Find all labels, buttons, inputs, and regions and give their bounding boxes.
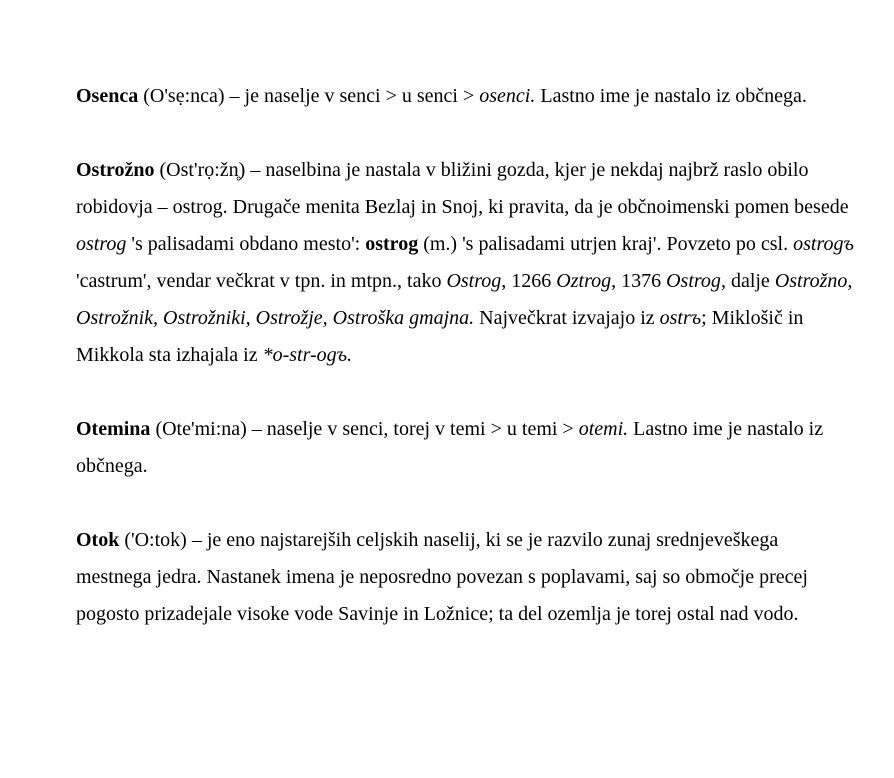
text-run-italic: ostrog — [76, 233, 127, 255]
entry-ostrozno — [76, 152, 858, 374]
text-run-normal: ('O:tok) – je eno najstarejših celjskih naselij, ki se je razvilo zunaj srednjeveškega mestnega jedra. Nastanek imena je neposredno povezan s poplavami, saj so območje precej pogosto prizadejale visoke vode Savinje in Ložnice; ta del ozemlja je torej ostal nad vodo. — [76, 529, 808, 625]
text-run-normal: Največkrat izvajajo iz — [474, 307, 660, 329]
text-run-normal: ; Miklošič in Mikkola sta izhajala iz — [76, 307, 804, 366]
text-run-bold: Osenca — [76, 85, 139, 107]
text-run-bold: Otemina — [76, 418, 151, 440]
text-run-normal: (Ost'rọ:žn̥) – naselbina je nastala v bližini gozda, kjer je nekdaj najbrž raslo obilo robidovja – ostrog. Drugače menita Bezlaj in Snoj, ki pravita, da je občnoimenski pomen besede — [76, 159, 849, 218]
entry-otok — [76, 522, 858, 633]
text-run-italic: ostrogъ — [793, 233, 854, 255]
entry-otemina — [76, 411, 858, 485]
text-run-normal: , 1266 — [501, 270, 557, 292]
text-run-normal: Lastno ime je nastalo iz občnega. — [76, 418, 824, 477]
text-run-bold: Otok — [76, 529, 120, 551]
text-run-normal: 's palisadami obdano mesto': — [126, 233, 366, 255]
text-run-normal: (O'sẹ:nca) – je naselje v senci > u senci > — [138, 85, 480, 107]
entry-osenca — [76, 78, 858, 115]
text-run-bold: ostrog — [365, 233, 419, 255]
text-run-italic: osenci. — [479, 85, 536, 107]
text-run-italic: Ostrožno, Ostrožnik, Ostrožniki, Ostrožje, Ostroška gmajna. — [76, 270, 853, 329]
text-run-normal: (Ote'mi:na) – naselje v senci, torej v temi > u temi > — [150, 418, 579, 440]
text-run-normal: (m.) 's palisadami utrjen kraj'. Povzeto po csl. — [418, 233, 794, 255]
text-run-normal: , 1376 — [611, 270, 667, 292]
text-run-italic: Ostrog — [446, 270, 502, 292]
text-run-italic: otemi. — [578, 418, 629, 440]
text-run-italic: Oztrog — [556, 270, 612, 292]
text-run-normal: Lastno ime je nastalo iz občnega. — [535, 85, 807, 107]
text-run-bold: Ostrožno — [76, 159, 155, 181]
text-run-italic: ostrъ — [659, 307, 702, 329]
text-run-italic: Ostrog — [666, 270, 721, 292]
text-run-normal: , dalje — [720, 270, 775, 292]
text-run-italic: *o-str-ogъ. — [262, 344, 353, 366]
text-run-normal: 'castrum', vendar večkrat v tpn. in mtpn., tako — [76, 270, 447, 292]
